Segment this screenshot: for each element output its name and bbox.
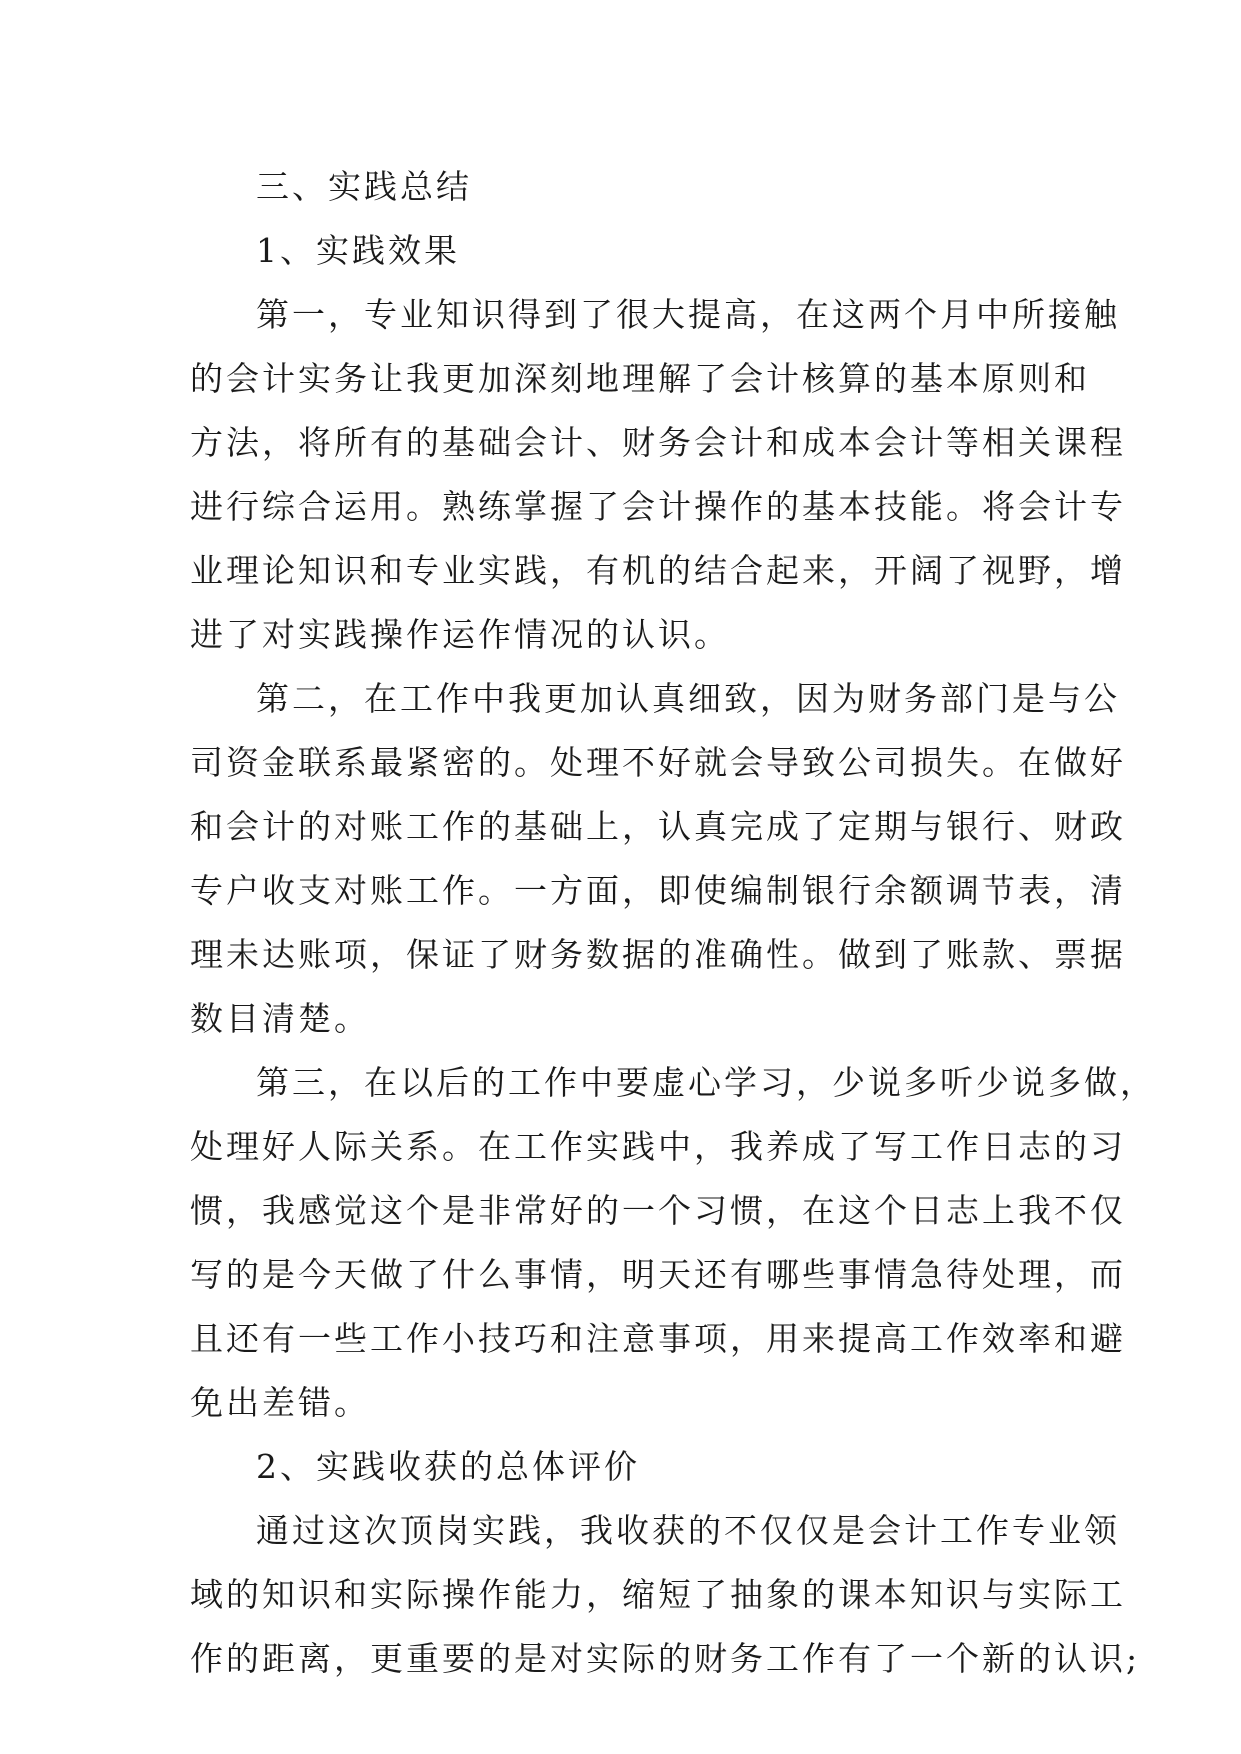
paragraph-line: 第一，专业知识得到了很大提高，在这两个月中所接触 (256, 295, 1120, 334)
paragraph-line: 域的知识和实际操作能力，缩短了抽象的课本知识与实际工 (190, 1575, 1126, 1614)
paragraph-line: 第三，在以后的工作中要虚心学习，少说多听少说多做， (256, 1063, 1156, 1102)
paragraph-line: 司资金联系最紧密的。处理不好就会导致公司损失。在做好 (190, 743, 1126, 782)
section-heading: 三、实践总结 (256, 167, 472, 206)
paragraph-line: 理未达账项，保证了财务数据的准确性。做到了账款、票据 (190, 935, 1126, 974)
document-body (190, 155, 1156, 1691)
paragraph-line: 方法，将所有的基础会计、财务会计和成本会计等相关课程 (190, 423, 1126, 462)
paragraph-line: 处理好人际关系。在工作实践中，我养成了写工作日志的习 (190, 1127, 1126, 1166)
paragraph-line: 的会计实务让我更加深刻地理解了会计核算的基本原则和 (190, 359, 1090, 398)
paragraph-line: 写的是今天做了什么事情，明天还有哪些事情急待处理，而 (190, 1255, 1126, 1294)
paragraph-line: 惯，我感觉这个是非常好的一个习惯，在这个日志上我不仅 (190, 1191, 1126, 1230)
paragraph-line: 第二，在工作中我更加认真细致，因为财务部门是与公 (256, 679, 1120, 718)
subsection-heading: 1、实践效果 (256, 231, 460, 270)
paragraph-line: 通过这次顶岗实践，我收获的不仅仅是会计工作专业领 (256, 1511, 1120, 1550)
paragraph-line: 作的距离，更重要的是对实际的财务工作有了一个新的认识; (190, 1639, 1141, 1678)
subsection-heading: 2、实践收获的总体评价 (256, 1447, 640, 1486)
paragraph-line: 进行综合运用。熟练掌握了会计操作的基本技能。将会计专 (190, 487, 1126, 526)
paragraph-line: 和会计的对账工作的基础上，认真完成了定期与银行、财政 (190, 807, 1126, 846)
paragraph-line: 进了对实践操作运作情况的认识。 (190, 615, 730, 654)
paragraph-line: 数目清楚。 (190, 999, 370, 1038)
paragraph-line: 且还有一些工作小技巧和注意事项，用来提高工作效率和避 (190, 1319, 1126, 1358)
paragraph-line: 专户收支对账工作。一方面，即使编制银行余额调节表，清 (190, 871, 1126, 910)
paragraph-line: 免出差错。 (190, 1383, 370, 1422)
paragraph-line: 业理论知识和专业实践，有机的结合起来，开阔了视野，增 (190, 551, 1126, 590)
